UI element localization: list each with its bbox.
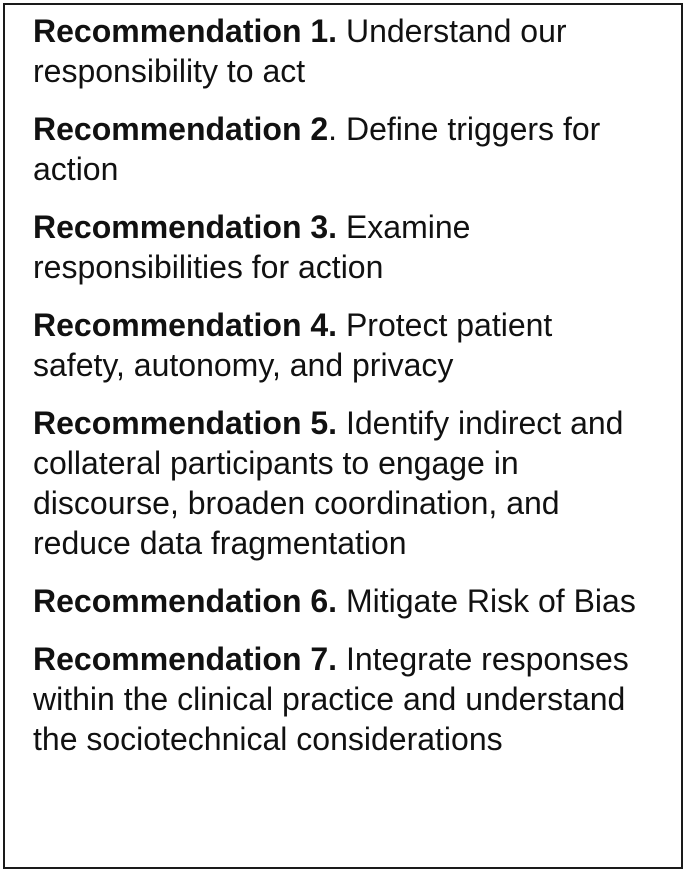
recommendation-1-text: Understand our responsibility to act [33, 13, 567, 89]
recommendation-3-text: Examine responsibilities for action [33, 209, 471, 285]
recommendation-4-title: Recommendation 4. [33, 307, 338, 343]
recommendation-6-text: Mitigate Risk of Bias [337, 583, 636, 619]
recommendation-6 [33, 581, 653, 621]
recommendations-box [3, 3, 683, 869]
recommendation-2-title: Recommendation 2 [33, 111, 329, 147]
recommendation-5-title: Recommendation 5. [33, 405, 338, 441]
recommendation-4-text: Protect patient safety, autonomy, and privacy [33, 307, 553, 383]
recommendation-2-text: . Define triggers for action [33, 111, 601, 187]
recommendation-3-title: Recommendation 3. [33, 209, 338, 245]
recommendation-7-text: Integrate responses within the clinical practice and understand the sociotechnical considerations [33, 641, 629, 757]
recommendation-1-title: Recommendation 1. [33, 13, 338, 49]
recommendation-6-title: Recommendation 6. [33, 583, 338, 619]
recommendation-3 [33, 207, 653, 287]
recommendation-4 [33, 305, 653, 385]
recommendation-2 [33, 109, 653, 189]
recommendation-7-title: Recommendation 7. [33, 641, 338, 677]
recommendation-1 [33, 11, 653, 91]
recommendation-5 [33, 403, 653, 563]
recommendation-5-text: Identify indirect and collateral participants to engage in discourse, broaden coordination, and reduce data fragmentation [33, 405, 624, 561]
recommendation-7 [33, 639, 653, 759]
